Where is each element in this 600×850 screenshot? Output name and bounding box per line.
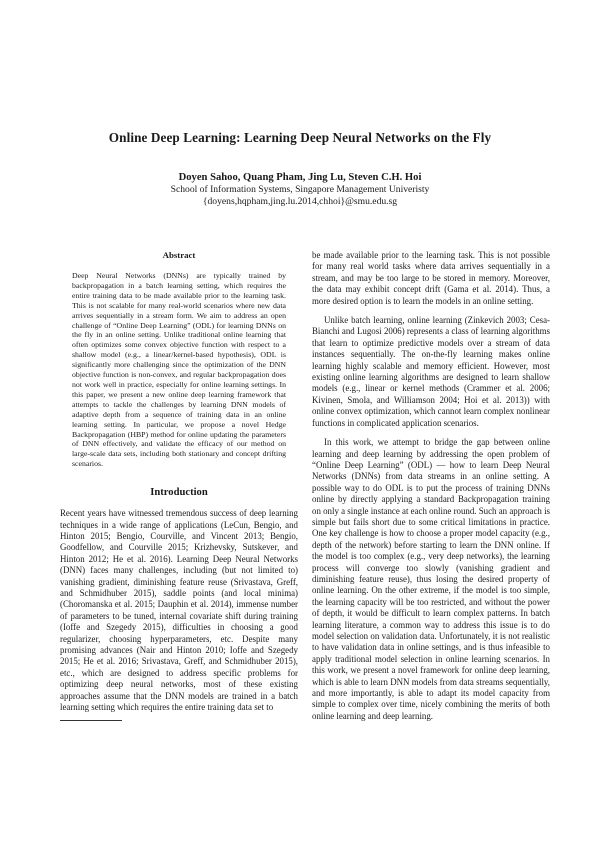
footnote-rule [60, 720, 122, 721]
paper-title: Online Deep Learning: Learning Deep Neural Networks on the Fly [108, 130, 492, 145]
paper-authors: Doyen Sahoo, Quang Pham, Jing Lu, Steven C.H. Hoi [178, 172, 422, 183]
right-column [312, 250, 550, 722]
abstract-heading: Abstract [162, 250, 196, 260]
intro-paragraph-2: Unlike batch learning, online learning (Zinkevich 2003; Cesa-Bianchi and Lugosi 2006) represents a class of learning algorithms that learn to optimize predictive models over a stream of data instances sequentially. The on-the-fly learning makes online learning highly scalable and memory efficient. However, most existing online learning algorithms are designed to learn shallow models (e.g., linear or kernel methods (Crammer et al. 2006; Kivinen, Smola, and Williamson 2004; Hoi et al. 2013)) with online convex optimization, which cannot learn complex nonlinear functions in complicated application scenarios. [312, 315, 550, 428]
paper-affiliation-block [0, 184, 600, 208]
intro-paragraph-3: In this work, we attempt to bridge the gap between online learning and deep learning by addressing the open problem of “Online Deep Learning” (ODL) — how to learn Deep Neural Networks (DNNs) from data streams in an online setting. A possible way to do ODL is to put the process of training DNNs online by directly applying a standard Backpropagation training on only a single instance at each online round. Such an approach is simple but fails short due to some critical limitations in practice. One key challenge is how to choose a proper model capacity (e.g., depth of the network) before starting to learn the DNN online. If the model is too complex (e.g., very deep networks), the learning process will converge too slowly (vanishing gradient and diminishing feature reuse), thus losing the desired property of online learning. On the other extreme, if the model is too simple, the learning capacity will be too restricted, and without the power of depth, it would be difficult to learn complex patterns. In batch learning literature, a common way to address this issue is to do model selection on validation data. Unfortunately, it is not realistic to have validation data in online settings, and is thus infeasible to apply traditional model selection in online learning scenarios. In this work, we present a novel framework for online deep learning, which is able to learn DNN models from data streams sequentially, and more importantly, is able to adapt its model capacity from simple to complex over time, nicely combining the merits of both online learning and deep learning. [312, 437, 550, 721]
paper-affiliation: School of Information Systems, Singapore Management Univeristy [170, 184, 430, 195]
left-column [60, 250, 298, 721]
abstract-text: Deep Neural Networks (DNNs) are typically trained by backpropagation in a batch learning setting, which requires the entire training data to be made available prior to the learning task. This is not scalable for many real-world scenarios where new data arrives sequentially in a stream form. We aim to address an open challenge of “Online Deep Learning” (ODL) for learning DNNs on the fly in an online setting. Unlike traditional online learning that often optimizes some convex objective function with respect to a shallow model (e.g., a linear/kernel-based hypothesis), ODL is significantly more challenging since the optimization of the DNN objective function is non-convex, and regular backpropagation does not work well in practice, especially for online learning settings. In this paper, we present a new online deep learning framework that attempts to tackle the challenges by learning DNN models of adaptive depth from a sequence of training data in an online learning setting. In particular, we propose a novel Hedge Backpropagation (HBP) method for online updating the parameters of DNN effectively, and validate the efficacy of our method on large-scale data sets, including both stationary and concept drifting scenarios. [72, 271, 286, 469]
intro-paragraph-1-continued: be made available prior to the learning task. This is not possible for many real world tasks where data arrives sequentially in a stream, and may be too large to be stored in memory. Moreover, the data may exhibit concept drift (Gama et al. 2014). Thus, a more desired option is to learn the models in an online setting. [312, 250, 550, 306]
paper-email: {doyens,hqpham,jing.lu.2014,chhoi}@smu.edu.sg [202, 196, 398, 207]
intro-paragraph-1: Recent years have witnessed tremendous success of deep learning techniques in a wide range of applications (LeCun, Bengio, and Hinton 2015; Bengio, Courville, and Vincent 2013; Bengio, Goodfellow, and Courville 2015; Krizhevsky, Sutskever, and Hinton 2012; He et al. 2016). Learning Deep Neural Networks (DNN) faces many challenges, including (but not limited to) vanishing gradient, diminishing feature reuse (Srivastava, Greff, and Schmidhuber 2015), saddle points (and local minima) (Choromanska et al. 2015; Dauphin et al. 2014), immense number of parameters to be tuned, internal covariate shift during training (Ioffe and Szegedy 2015), difficulties in choosing a good regularizer, choosing hyperparameters, etc. Despite many promising advances (Nair and Hinton 2010; Ioffe and Szegedy 2015; He et al. 2016; Srivastava, Greff, and Schmidhuber 2015), etc., which are designed to address specific problems for optimizing deep neural networks, most of these existing approaches assume that the DNN models are trained in a batch learning setting which requires the entire training data set to [60, 508, 298, 713]
introduction-heading: Introduction [150, 487, 208, 499]
